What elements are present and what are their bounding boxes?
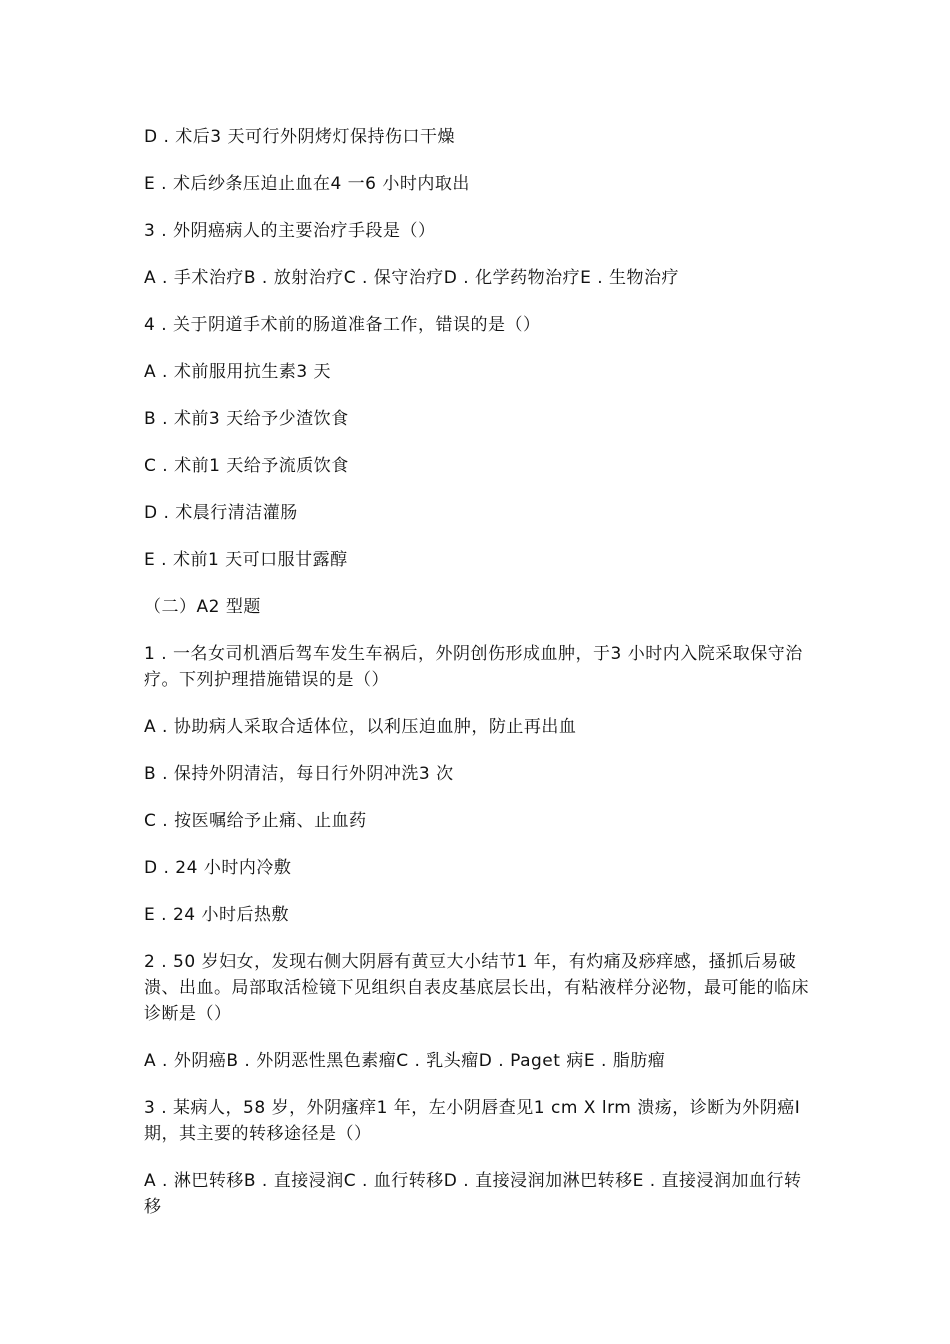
question-4-option-d: D . 术晨行清洁灌肠: [144, 503, 298, 523]
a2-question-1-line: 1 . 一名女司机酒后驾车发生车祸后，外阴创伤形成血肿，于3 小时内入院采取保守治疗。下列护理措施错误的是（）: [144, 644, 803, 690]
a2-question-1-option-c: C . 按医嘱给予止痛、止血药: [144, 811, 367, 831]
a2-question-2-line: 2 . 50 岁妇女，发现右侧大阴唇有黄豆大小结节1 年，有灼痛及痧痒感，搔抓后易破溃、出血。局部取活检镜下见组织自表皮基底层长出，有粘液样分泌物，最可能的临床诊断是（）: [144, 952, 809, 1024]
a2-question-1-option-d: D . 24 小时内冷敷: [144, 858, 292, 878]
a2-question-1-option-a: A . 协助病人采取合适体位，以利压迫血肿，防止再出血: [144, 717, 577, 737]
option-d-line: D . 术后3 天可行外阴烤灯保持伤口干燥: [144, 127, 456, 147]
a2-question-1-option-e: E . 24 小时后热敷: [144, 905, 289, 925]
a2-question-2-options-line: A . 外阴癌B . 外阴恶性黑色素瘤C . 乳头瘤D . Paget 病E . 脂肪瘤: [144, 1051, 666, 1071]
question-3-line: 3 . 外阴癌病人的主要治疗手段是（）: [144, 221, 436, 241]
question-3-options-line: A . 手术治疗B . 放射治疗C . 保守治疗D . 化学药物治疗E . 生物治疗: [144, 268, 680, 288]
a2-question-1-option-b: B . 保持外阴清洁，每日行外阴冲洗3 次: [144, 764, 454, 784]
question-4-option-a: A . 术前服用抗生素3 天: [144, 362, 332, 382]
document-body: [144, 124, 812, 1241]
a2-question-3-line: 3 . 某病人，58 岁，外阴瘙痒1 年，左小阴唇查见1 cm X lrm 溃疡，诊断为外阴癌I 期，其主要的转移途径是（）: [144, 1098, 807, 1144]
a2-question-3-options-line: A . 淋巴转移B . 直接浸润C . 血行转移D . 直接浸润加淋巴转移E . 直接浸润加血行转移: [144, 1171, 802, 1217]
section-heading-a2: （二）A2 型题: [144, 597, 261, 617]
question-4-option-c: C . 术前1 天给予流质饮食: [144, 456, 349, 476]
option-e-line: E . 术后纱条压迫止血在4 一6 小时内取出: [144, 174, 470, 194]
question-4-option-b: B . 术前3 天给予少渣饮食: [144, 409, 349, 429]
question-4-line: 4 . 关于阴道手术前的肠道准备工作，错误的是（）: [144, 315, 541, 335]
question-4-option-e: E . 术前1 天可口服甘露醇: [144, 550, 348, 570]
